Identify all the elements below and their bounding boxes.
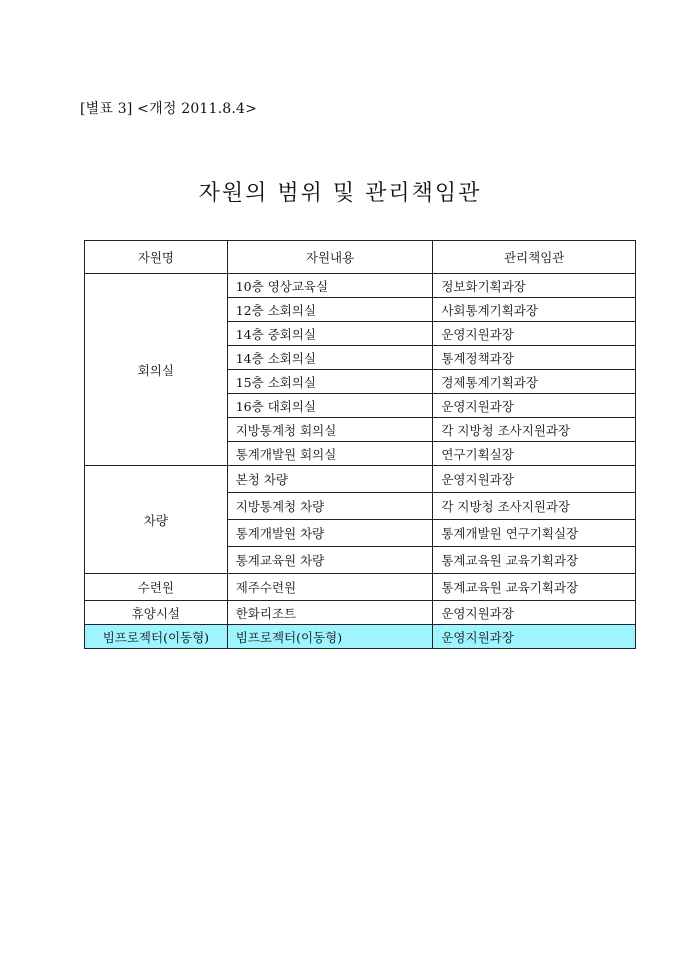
header-manager: 관리책임관 <box>433 241 636 274</box>
table-row <box>85 574 636 601</box>
page-title: 자원의 범위 및 관리책임관 <box>198 181 482 206</box>
group-vehicle: 차량 <box>85 466 228 574</box>
table-header-row <box>85 241 636 274</box>
row-manager: 운영지원과장 <box>433 466 636 493</box>
row-manager: 통계교육원 교육기획과장 <box>433 574 636 601</box>
group-training-center: 수련원 <box>85 574 228 601</box>
row-content: 제주수련원 <box>227 574 433 601</box>
row-manager: 정보화기획과장 <box>433 274 636 298</box>
header-name: 자원명 <box>85 241 228 274</box>
row-manager: 통계교육원 교육기획과장 <box>433 547 636 574</box>
row-content: 14층 중회의실 <box>227 322 433 346</box>
row-content: 12층 소회의실 <box>227 298 433 322</box>
group-meeting-room: 회의실 <box>85 274 228 466</box>
row-content: 10층 영상교육실 <box>227 274 433 298</box>
row-manager: 각 지방청 조사지원과장 <box>433 493 636 520</box>
row-manager: 운영지원과장 <box>433 394 636 418</box>
row-content: 통계개발원 차량 <box>227 520 433 547</box>
row-content: 14층 소회의실 <box>227 346 433 370</box>
table-row-highlighted <box>85 625 636 649</box>
row-content: 한화리조트 <box>227 601 433 625</box>
row-manager: 연구기획실장 <box>433 442 636 466</box>
header-content: 자원내용 <box>227 241 433 274</box>
row-content: 16층 대회의실 <box>227 394 433 418</box>
row-content: 15층 소회의실 <box>227 370 433 394</box>
row-content: 통계개발원 회의실 <box>227 442 433 466</box>
row-content: 지방통계청 차량 <box>227 493 433 520</box>
row-manager: 통계개발원 연구기획실장 <box>433 520 636 547</box>
row-manager: 통계정책과장 <box>433 346 636 370</box>
group-resort: 휴양시설 <box>85 601 228 625</box>
row-content: 통계교육원 차량 <box>227 547 433 574</box>
table-row <box>85 274 636 298</box>
row-content: 지방통계청 회의실 <box>227 418 433 442</box>
appendix-note: [별표 3] <개정 2011.8.4> <box>80 101 258 117</box>
table-row <box>85 601 636 625</box>
table-row <box>85 466 636 493</box>
resource-table <box>84 240 636 649</box>
row-manager: 운영지원과장 <box>433 601 636 625</box>
row-manager: 운영지원과장 <box>433 322 636 346</box>
row-manager: 각 지방청 조사지원과장 <box>433 418 636 442</box>
row-manager: 사회통계기획과장 <box>433 298 636 322</box>
row-manager: 운영지원과장 <box>433 625 636 649</box>
row-content: 본청 차량 <box>227 466 433 493</box>
group-projector: 빔프로젝터(이동형) <box>85 625 228 649</box>
row-manager: 경제통계기획과장 <box>433 370 636 394</box>
row-content: 빔프로젝터(이동형) <box>227 625 433 649</box>
